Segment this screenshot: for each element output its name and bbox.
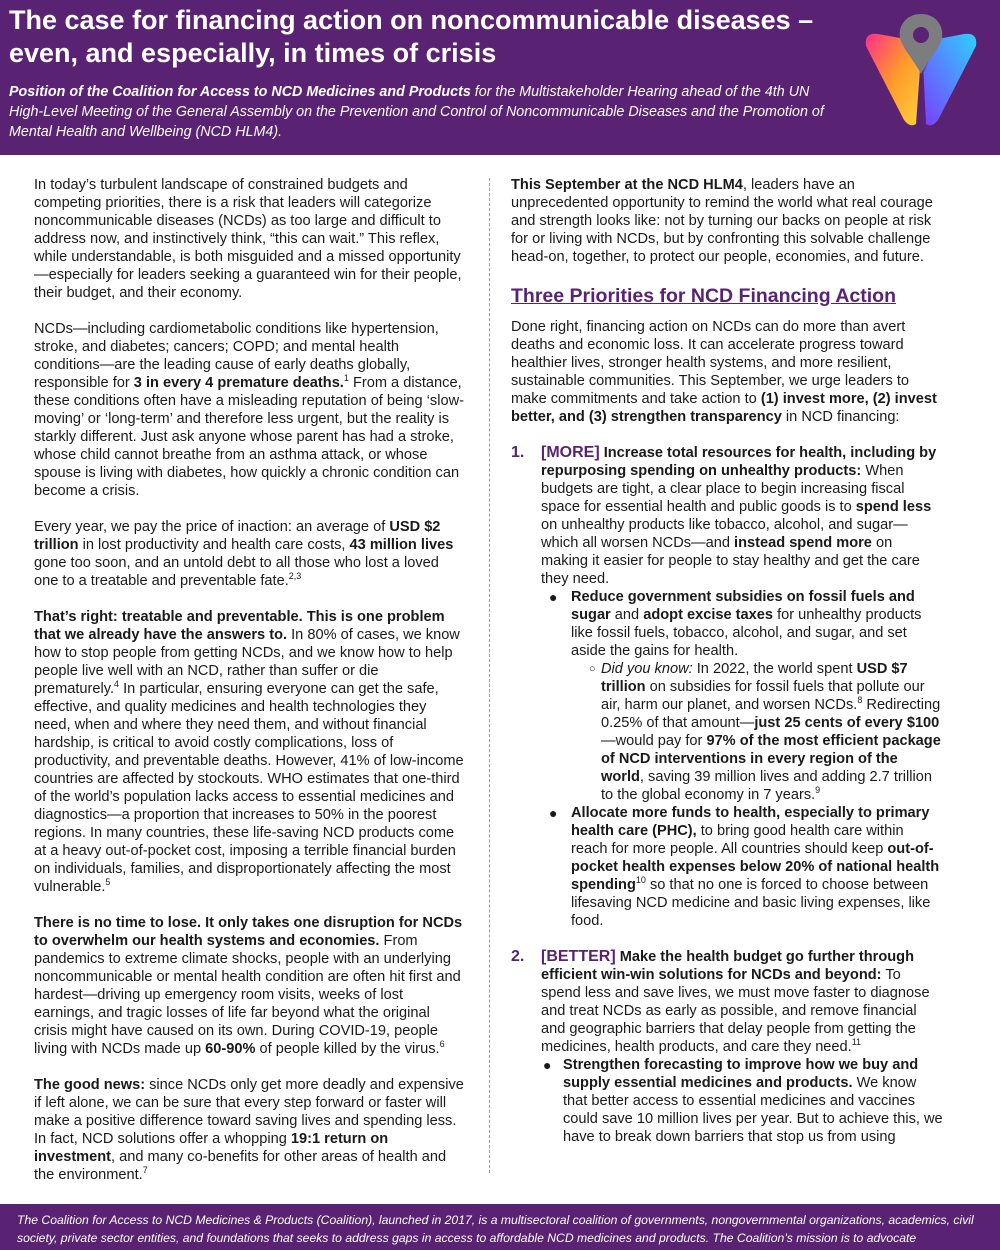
list-item: ● Strengthen forecasting to improve how we buy and supply essential medicines and products. We know that better access to essential medicines and vaccines could save 10 million lives per year. But to achieve this, we have to break down barriers that stop us from using xyxy=(543,1057,943,1145)
priority-text: [BETTER] Make the health budget go further through efficient win-win solutions for NCDs and beyond: To spend less and save lives, we must move faster to diagnose and treat NCDs as early as possible, and remove financial and geographic barriers that delay people from getting the medicines, health products, and care they need.$^{11}$ xyxy=(541,948,930,1055)
bullet-icon: ● xyxy=(549,589,558,605)
list-item: ● Reduce government subsidies on fossil fuels and sugar and adopt excise taxes for unhealthy products like fossil fuels, tobacco, alcohol, and sugar, and set aside the gains for health. ○ Did you know: In 2022, the world spent USD $7 trillion on subsidies for fossil fuels that pollute our air, harm our planet, and worsen NCDs.$^8$ Redirecting 0.25% of that amount—just 25 cents of every $100—would pay for 97% of the most efficient package of NCD interventions in every region of the world, saving 39 million lives and adding 2.7 trillion to the global economy in 7 years.$^9$ xyxy=(541,588,943,804)
ncd-deaths-paragraph: NCDs—including cardiometabolic conditions like hypertension, stroke, and diabetes; cancers; COPD; and mental health conditions—are the leading cause of early deaths globally, responsible for 3 in every 4 premature deaths.$^1$ From a distance, these conditions often have a misleading reputation of being ‘slow-moving’ or ‘long-term’ and therefore less urgent, but the reality is starkly different. Just ask anyone whose parent has had a stroke, whose child cannot breathe from an asthma attack, or whose spouse is living with diabetes, how quickly a chronic condition can become a crisis. xyxy=(34,321,464,499)
column-divider xyxy=(489,178,490,1173)
sub-list-item: ○ Did you know: In 2022, the world spent USD $7 trillion on subsidies for fossil fuels that pollute our air, harm our planet, and worsen NCDs.$^8$ Redirecting 0.25% of that amount—just 25 cents of every $100—would pay for 97% of the most efficient package of NCD interventions in every region of the world, saving 39 million lives and adding 2.7 trillion to the global economy in 7 years.$^9$ xyxy=(589,661,941,803)
priority-item-better xyxy=(511,948,943,1146)
priority-item-more xyxy=(511,444,943,930)
left-column xyxy=(34,176,466,1202)
list-item: ● Allocate more funds to health, especially to primary health care (PHC), to bring good health care within reach for more people. All countries should keep out-of-pocket health expenses below 20% of national health spending$^{10}$ so that no one is forced to choose between lifesaving NCD medicine and basic living expenses, like food. xyxy=(549,805,940,929)
hlm4-paragraph: This September at the NCD HLM4, leaders have an unprecedented opportunity to remind the world what real courage and strength looks like: not by turning our backs on people at risk for or living with NCDs, but by confronting this solvable challenge head-on, together, to protect our people, economies, and future. xyxy=(511,177,933,265)
cost-of-inaction-paragraph: Every year, we pay the price of inaction: an average of USD $2 trillion in lost productivity and health care costs, 43 million lives gone too soon, and an untold debt to all those who lost a loved one to a treatable and preventable fate.$^{2,3}$ xyxy=(34,519,454,589)
header-banner xyxy=(0,0,1000,155)
good-news-paragraph: The good news: since NCDs only get more deadly and expensive if left alone, we can be sure that every step forward or faster will make a positive difference toward saving lives and spending less. In fact, NCD solutions offer a whopping 19:1 return on investment, and many co-benefits for other areas of health and the environment.$^7$ xyxy=(34,1077,464,1183)
page-title: The case for financing action on noncommunicable diseases – even, and especially, in times of crisis xyxy=(9,5,814,68)
bullet-icon: ● xyxy=(549,805,558,821)
priorities-intro-paragraph: Done right, financing action on NCDs can do more than avert deaths and economic loss. It can accelerate progress toward healthier lives, stronger health systems, and more resilient, sustainable communities. This September, we urge leaders to make commitments and take action to (1) invest more, (2) invest better, and (3) strengthen transparency in NCD financing: xyxy=(511,319,937,425)
priorities-heading: Three Priorities for NCD Financing Action xyxy=(511,285,896,307)
priority-number: 2. xyxy=(511,948,525,965)
subtitle-bold: Position of the Coalition for Access to NCD Medicines and Products xyxy=(9,84,471,100)
footer-banner xyxy=(0,1204,1000,1250)
priority-number: 1. xyxy=(511,444,525,461)
bullet-icon: ● xyxy=(543,1057,552,1073)
no-time-paragraph: There is no time to lose. It only takes one disruption for NCDs to overwhelm our health systems and economies. From pandemics to extreme climate shocks, people with an underlying noncommunicable or mental health condition are often hit first and hardest—driving up emergency room visits, weeks of lost earnings, and tragic losses of life far beyond what the original crisis might have caused on its own. During COVID-19, people living with NCDs made up 60-90% of people killed by the virus.$^6$ xyxy=(34,915,463,1057)
footer-text: The Coalition for Access to NCD Medicines & Products (Coalition), launched in 2017, is a multisectoral coalition of governments, nongovernmental organizations, academics, civil society, private sector entities, and foundations that seeks to address gaps in access to affordable NCD medicines and products. The Coalition’s mission is to advocate xyxy=(17,1213,974,1245)
hollow-bullet-icon: ○ xyxy=(589,663,596,675)
priority-tag-better: [BETTER] xyxy=(541,948,616,965)
subtitle-rest: for the Multistakeholder Hearing ahead of the 4th UN High-Level Meeting of the General Assembly on the Prevention and Control of Noncommunicable Diseases and the Promotion of Mental Health and Wellbeing (NCD HLM4). xyxy=(9,84,824,140)
page-subtitle xyxy=(9,82,839,142)
right-column xyxy=(511,176,943,1164)
location-pin-heart-logo xyxy=(862,12,980,130)
intro-paragraph: In today’s turbulent landscape of constrained budgets and competing priorities, there is a risk that leaders will categorize noncommunicable diseases (NCDs) as too large and difficult to address now, and instinctively think, “this can wait.” This reflex, while understandable, is both misguided and a missed opportunity—especially for leaders seeking a guaranteed win for their people, their budget, and their economy. xyxy=(34,177,462,301)
priority-tag-more: [MORE] xyxy=(541,444,600,461)
treatable-preventable-paragraph: That’s right: treatable and preventable. This is one problem that we already have the answers to. In 80% of cases, we know how to stop people from getting NCDs, and we know how to help people live well with an NCD, rather than suffer or die prematurely.$^4$ In particular, ensuring everyone can get the safe, effective, and quality medicines and health technologies they need, when and where they need them, and without financial hardship, is critical to avoid costly complications, loss of productivity, and preventable deaths. However, 41% of low-income countries are affected by stockouts. WHO estimates that one-third of the world’s population lacks access to essential medicines and diagnostics—a proportion that increases to 50% in the poorest regions. In many countries, these life-saving NCD products come at a heavy out-of-pocket cost, imposing a terrible financial burden on individuals, families, and disproportionately affecting the most vulnerable.$^5$ xyxy=(34,609,464,895)
priority-text: [MORE] Increase total resources for health, including by repurposing spending on unhealthy products: When budgets are tight, a clear place to begin increasing fiscal space for essential health and public goods is to spend less on unhealthy products like tobacco, alcohol, and sugar—which all worsen NCDs—and instead spend more on making it easier for people to stay healthy and get the care they need. xyxy=(541,444,937,587)
